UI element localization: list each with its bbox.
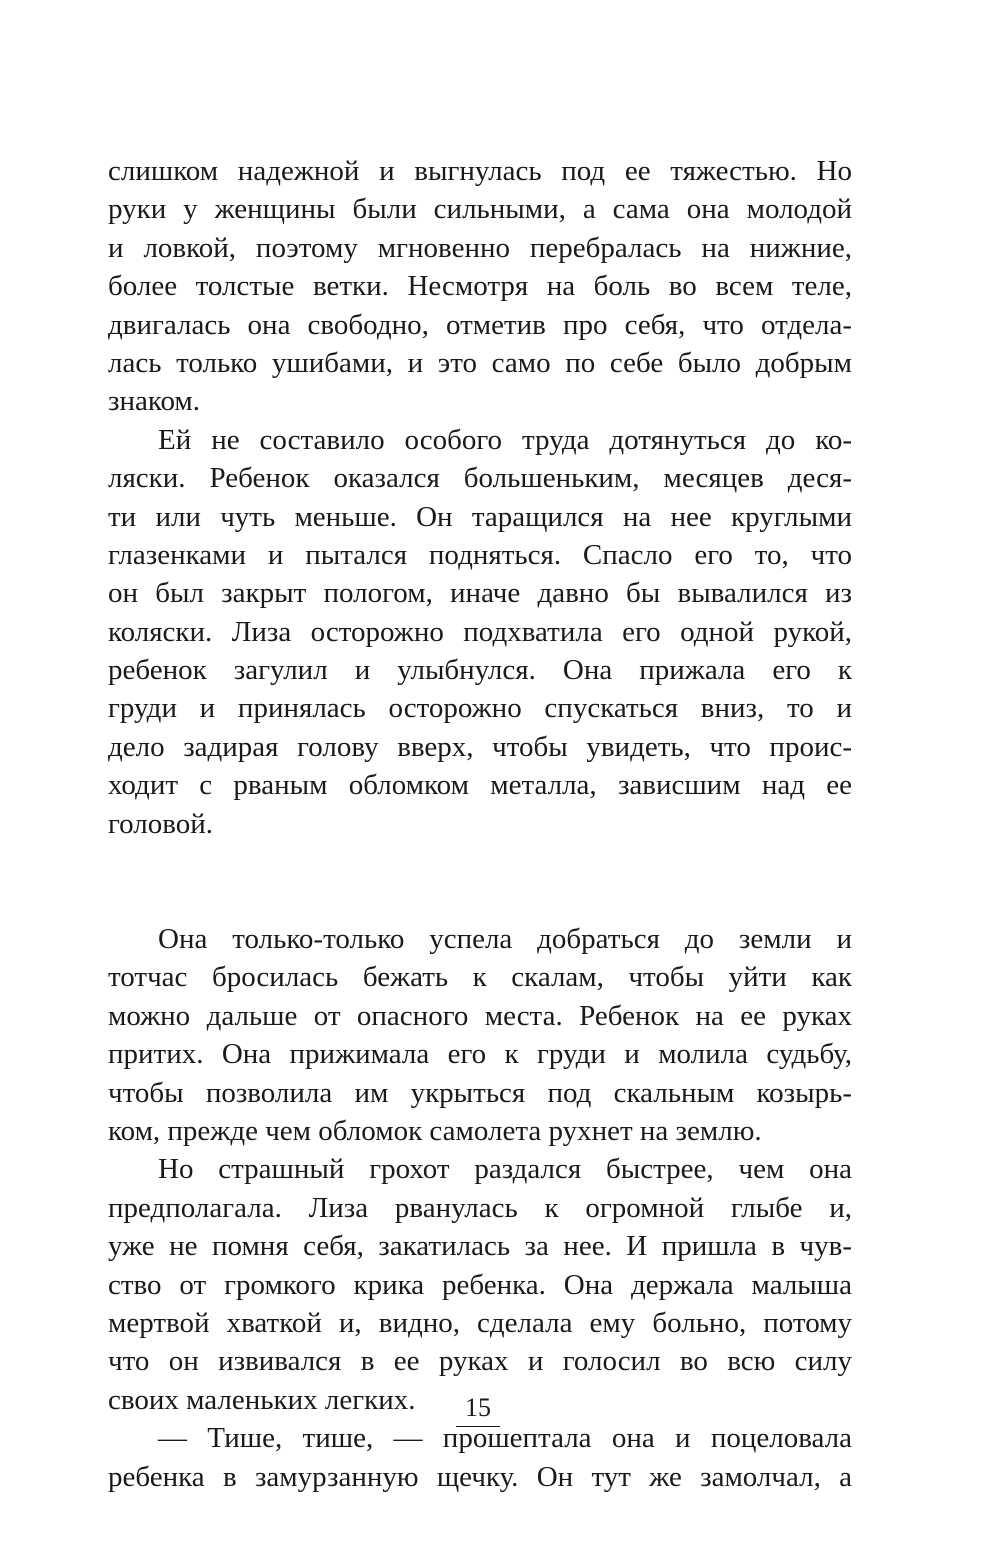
text-line: ком, прежде чем обломок самолета рухнет на землю. bbox=[108, 1114, 762, 1147]
text-line: и ловкой, поэтому мгновенно перебралась на нижние, bbox=[108, 231, 852, 264]
paragraph-5 bbox=[108, 1419, 852, 1496]
paragraph-3 bbox=[108, 920, 852, 1150]
text-line: — Тише, тише, — прошептала она и поцеловала bbox=[158, 1422, 852, 1455]
text-line: руки у женщины были сильными, а сама она молодой bbox=[108, 193, 852, 226]
paragraph-2 bbox=[108, 421, 852, 843]
text-line: притих. Она прижимала его к груди и молила судьбу, bbox=[108, 1038, 852, 1071]
paragraph-1 bbox=[108, 152, 852, 421]
text-line: предполагала. Лиза рванулась к огромной глыбе и, bbox=[108, 1191, 852, 1224]
page-body bbox=[108, 152, 852, 1496]
text-line: ребенок загулил и улыбнулся. Она прижала его к bbox=[108, 654, 852, 687]
text-line: можно дальше от опасного места. Ребенок на ее руках bbox=[108, 999, 852, 1032]
text-line: Ей не составило особого труда дотянуться до ко- bbox=[158, 423, 852, 456]
page-number: 15 bbox=[456, 1392, 500, 1427]
text-line: знаком. bbox=[108, 385, 201, 418]
paragraph-4 bbox=[108, 1150, 852, 1419]
text-line: мертвой хваткой и, видно, сделала ему больно, потому bbox=[108, 1306, 852, 1339]
text-line: ребенка в замурзанную щечку. Он тут же замолчал, а bbox=[108, 1460, 852, 1493]
text-line: что он извивался в ее руках и голосил во всю силу bbox=[108, 1345, 852, 1378]
text-line: головой. bbox=[108, 807, 214, 840]
text-line: чтобы позволила им укрыться под скальным козырь- bbox=[108, 1076, 852, 1109]
text-line: глазенками и пытался подняться. Спасло его то, что bbox=[108, 538, 852, 571]
text-line: двигалась она свободно, отметив про себя, что отдела- bbox=[108, 308, 852, 341]
text-line: слишком надежной и выгнулась под ее тяжестью. Но bbox=[108, 155, 852, 187]
text-line: груди и принялась осторожно спускаться вниз, то и bbox=[108, 692, 852, 725]
text-line: уже не помня себя, закатилась за нее. И пришла в чув- bbox=[108, 1230, 852, 1263]
text-line: своих маленьких легких. bbox=[108, 1383, 416, 1416]
text-line: ство от громкого крика ребенка. Она держала малыша bbox=[108, 1268, 852, 1301]
text-line: дело задирая голову вверх, чтобы увидеть, что проис- bbox=[108, 730, 852, 763]
text-line: он был закрыт пологом, иначе давно бы вывалился из bbox=[108, 577, 852, 610]
text-line: ти или чуть меньше. Он таращился на нее круглыми bbox=[108, 500, 852, 533]
text-line: тотчас бросилась бежать к скалам, чтобы уйти как bbox=[108, 961, 852, 994]
text-line: ходит с рваным обломком металла, зависшим над ее bbox=[108, 769, 852, 802]
text-line: более толстые ветки. Несмотря на боль во всем теле, bbox=[108, 270, 852, 303]
text-line: Она только-только успела добраться до земли и bbox=[158, 923, 852, 956]
text-line: коляски. Лиза осторожно подхватила его одной рукой, bbox=[108, 615, 852, 648]
text-line: Но страшный грохот раздался быстрее, чем она bbox=[158, 1153, 852, 1186]
text-line: лась только ушибами, и это само по себе было добрым bbox=[108, 346, 852, 379]
section-break bbox=[108, 843, 852, 920]
text-line: ляски. Ребенок оказался большеньким, месяцев деся- bbox=[108, 462, 852, 495]
